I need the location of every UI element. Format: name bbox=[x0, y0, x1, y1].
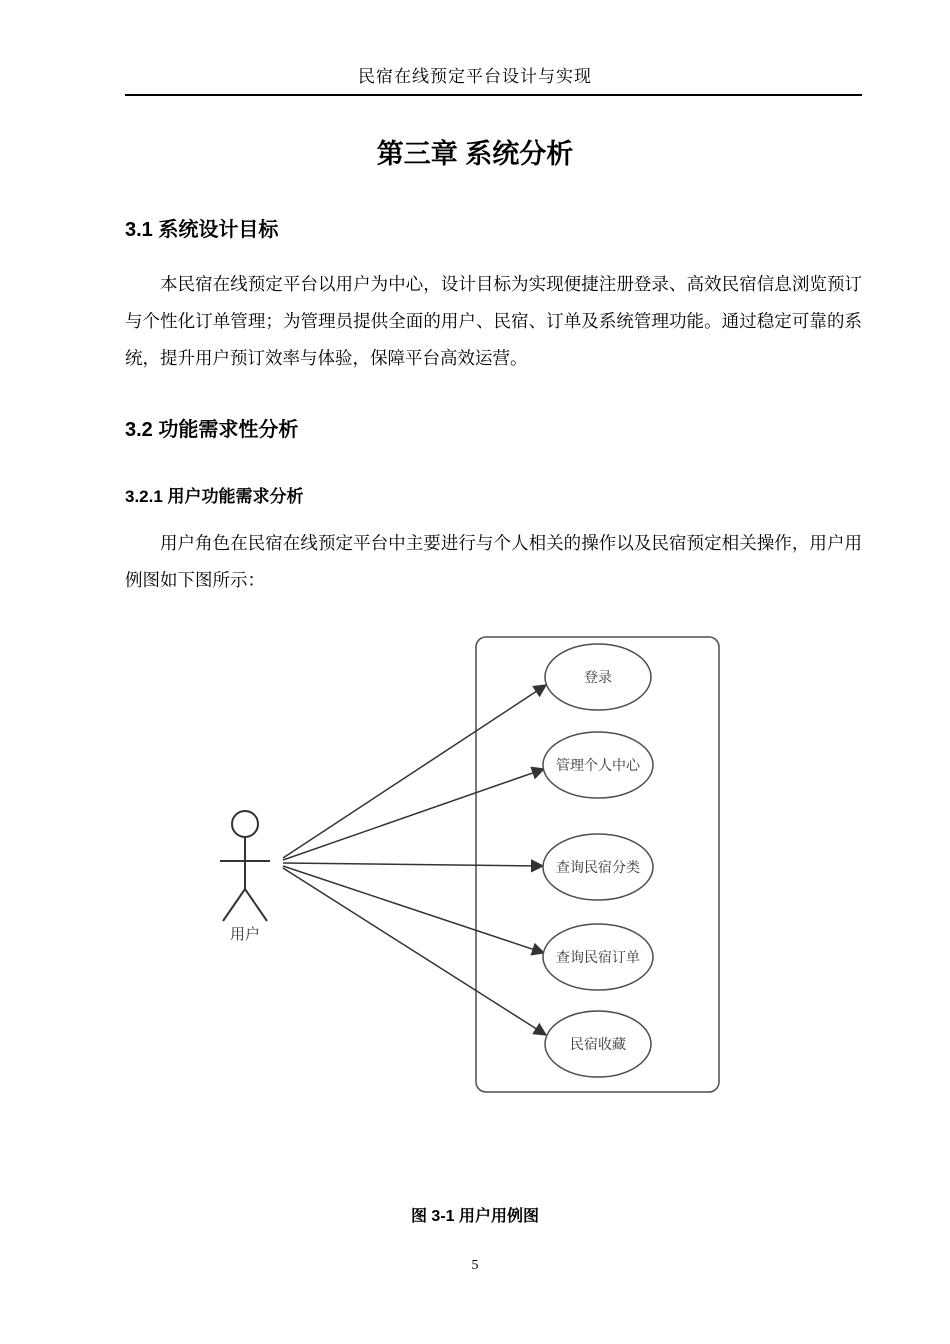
actor-head bbox=[232, 811, 258, 837]
use-case-label: 管理个人中心 bbox=[556, 757, 640, 773]
use-case-login bbox=[545, 644, 651, 710]
association-arrow-login bbox=[283, 685, 546, 858]
chapter-title: 第三章 系统分析 bbox=[376, 139, 574, 169]
actor-user bbox=[220, 811, 270, 943]
actor-leg-right bbox=[245, 889, 267, 921]
section-3-2-heading: 3.2 功能需求性分析 bbox=[125, 419, 299, 441]
figure-caption: 图 3-1 用户用例图 bbox=[410, 1208, 540, 1225]
subsection-3-2-1-paragraph: 用户角色在民宿在线预定平台中主要进行与个人相关的操作以及民宿预定相关操作，用户用例图如下图所示： bbox=[125, 533, 862, 590]
use-case-label: 民宿收藏 bbox=[570, 1036, 626, 1052]
header-rule bbox=[125, 94, 862, 96]
association-arrow-favorite bbox=[283, 868, 546, 1035]
section-3-1-paragraph: 本民宿在线预定平台以用户为中心，设计目标为实现便捷注册登录、高效民宿信息浏览预订与个性化订单管理；为管理员提供全面的用户、民宿、订单及系统管理功能。通过稳定可靠的系统，提升用户预订效率与体验，保障平台高效运营。 bbox=[125, 274, 862, 368]
page-number: 5 bbox=[471, 1258, 479, 1273]
use-case-favorite bbox=[545, 1011, 651, 1077]
use-case-category bbox=[543, 834, 653, 900]
association-arrow-profile bbox=[283, 769, 544, 860]
association-arrows bbox=[283, 685, 546, 1035]
use-case-profile bbox=[543, 732, 653, 798]
association-arrow-order bbox=[283, 866, 544, 953]
use-case-diagram bbox=[0, 627, 950, 1107]
actor-label: 用户 bbox=[229, 926, 261, 943]
use-case-order bbox=[543, 924, 653, 990]
use-case-label: 登录 bbox=[584, 669, 612, 685]
running-header-title: 民宿在线预定平台设计与实现 bbox=[358, 67, 592, 86]
running-header bbox=[0, 0, 950, 87]
section-3-1-heading: 3.1 系统设计目标 bbox=[125, 219, 279, 241]
association-arrow-category bbox=[283, 863, 543, 866]
use-case-label: 查询民宿订单 bbox=[556, 949, 640, 965]
subsection-3-2-1-heading: 3.2.1 用户功能需求分析 bbox=[125, 487, 304, 506]
use-case-label: 查询民宿分类 bbox=[556, 859, 640, 875]
actor-leg-left bbox=[223, 889, 245, 921]
